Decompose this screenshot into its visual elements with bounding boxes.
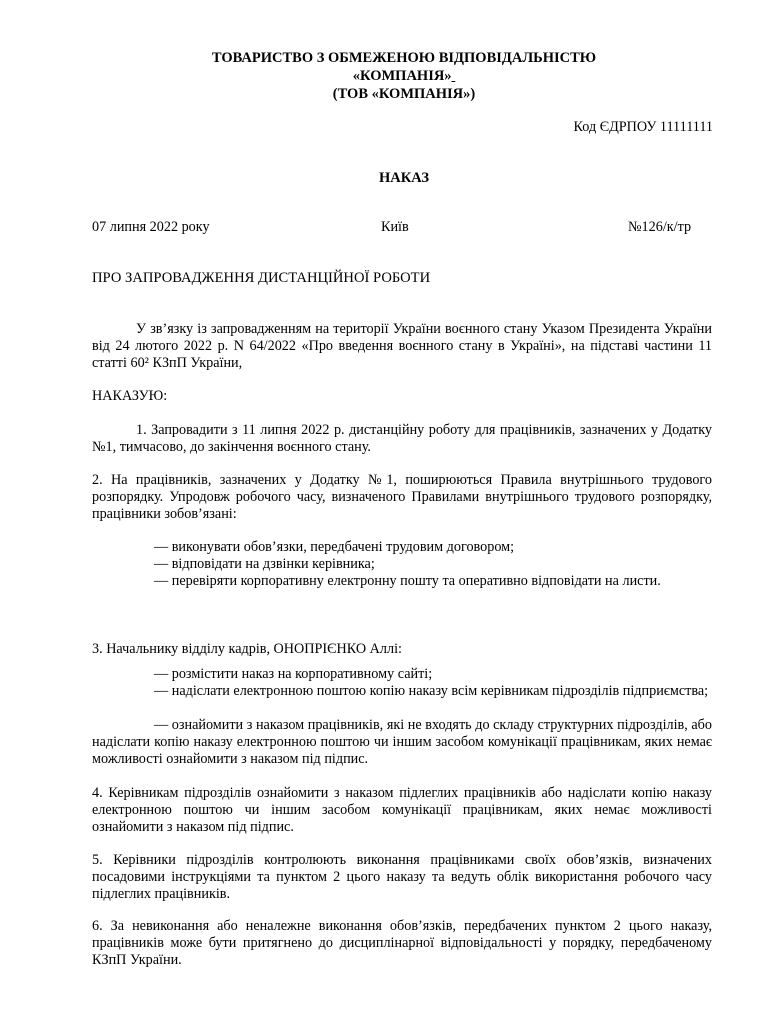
p3-item-1: — розмістити наказ на корпоративному сайті; — [154, 666, 433, 682]
underline-mark — [452, 68, 456, 84]
org-name-short: «КОМПАНІЯ» — [352, 68, 452, 84]
preamble-paragraph: У зв’язку із запровадженням на території України воєнного стану Указом Президента України від 24 лютого 2022 р. N 64/2022 «Про введення воєнного стану в Україні», на підставі частини 11 статті 60² КЗпП України, — [92, 321, 712, 371]
order-date: 07 липня 2022 року — [92, 219, 210, 235]
paragraph-1: 1. Запровадити з 11 липня 2022 р. дистанційну роботу для працівників, зазначених у Додатку №1, тимчасово, до закінчення воєнного стану. — [92, 422, 712, 455]
org-name-line3: (ТОВ «КОМПАНІЯ») — [332, 86, 476, 102]
order-number: №126/к/тр — [628, 219, 692, 235]
document-type: НАКАЗ — [378, 170, 430, 186]
p2-item-1: — виконувати обов’язки, передбачені трудовим договором; — [154, 539, 515, 555]
order-city: Київ — [381, 219, 409, 235]
paragraph-4: 4. Керівникам підрозділів ознайомити з наказом підлеглих працівників або надіслати копію наказу електронною поштою чи іншим засобом комунікації працівникам, яких немає можливості ознайомити з наказом під підпис. — [92, 785, 712, 835]
org-name-line1: ТОВАРИСТВО З ОБМЕЖЕНОЮ ВІДПОВІДАЛЬНІСТЮ — [211, 50, 597, 66]
paragraph-6: 6. За невиконання або неналежне виконання обов’язків, передбачених пунктом 2 цього наказу, працівників може бути притягнено до дисциплінарної відповідальності у порядку, передбаченому КЗпП України. — [92, 918, 712, 968]
paragraph-5: 5. Керівники підрозділів контролюють виконання працівниками своїх обов’язків, визначених посадовими інструкціями та пунктом 2 цього наказу та ведуть облік використання робочого часу підлеглих працівників. — [92, 852, 712, 902]
edrpou-code: Код ЄДРПОУ 11111111 — [573, 119, 713, 135]
p2-item-3: — перевіряти корпоративну електронну пошту та оперативно відповідати на листи. — [154, 573, 661, 589]
paragraph-3: 3. Начальнику відділу кадрів, ОНОПРІЄНКО Аллі: — [92, 641, 402, 657]
order-subject: ПРО ЗАПРОВАДЖЕННЯ ДИСТАНЦІЙНОЇ РОБОТИ — [92, 270, 431, 286]
order-word: НАКАЗУЮ: — [92, 388, 168, 404]
p3-item-3: — ознайомити з наказом працівників, які не входять до складу структурних підрозділів, або надіслати копію наказу електронною поштою чи іншим засобом комунікації працівникам, яких немає можливості ознайомити з наказом під підпис. — [92, 717, 712, 767]
paragraph-2: 2. На працівників, зазначених у Додатку №1, поширюються Правила внутрішнього трудового розпорядку. Упродовж робочого часу, визначеного Правилами внутрішнього трудового розпорядку, працівники зобов’язані: — [92, 472, 712, 522]
p3-item-2: — надіслати електронною поштою копію наказу всім керівникам підрозділів підприємства; — [154, 683, 709, 699]
p2-item-2: — відповідати на дзвінки керівника; — [154, 556, 375, 572]
org-name-line2 — [0, 68, 768, 85]
